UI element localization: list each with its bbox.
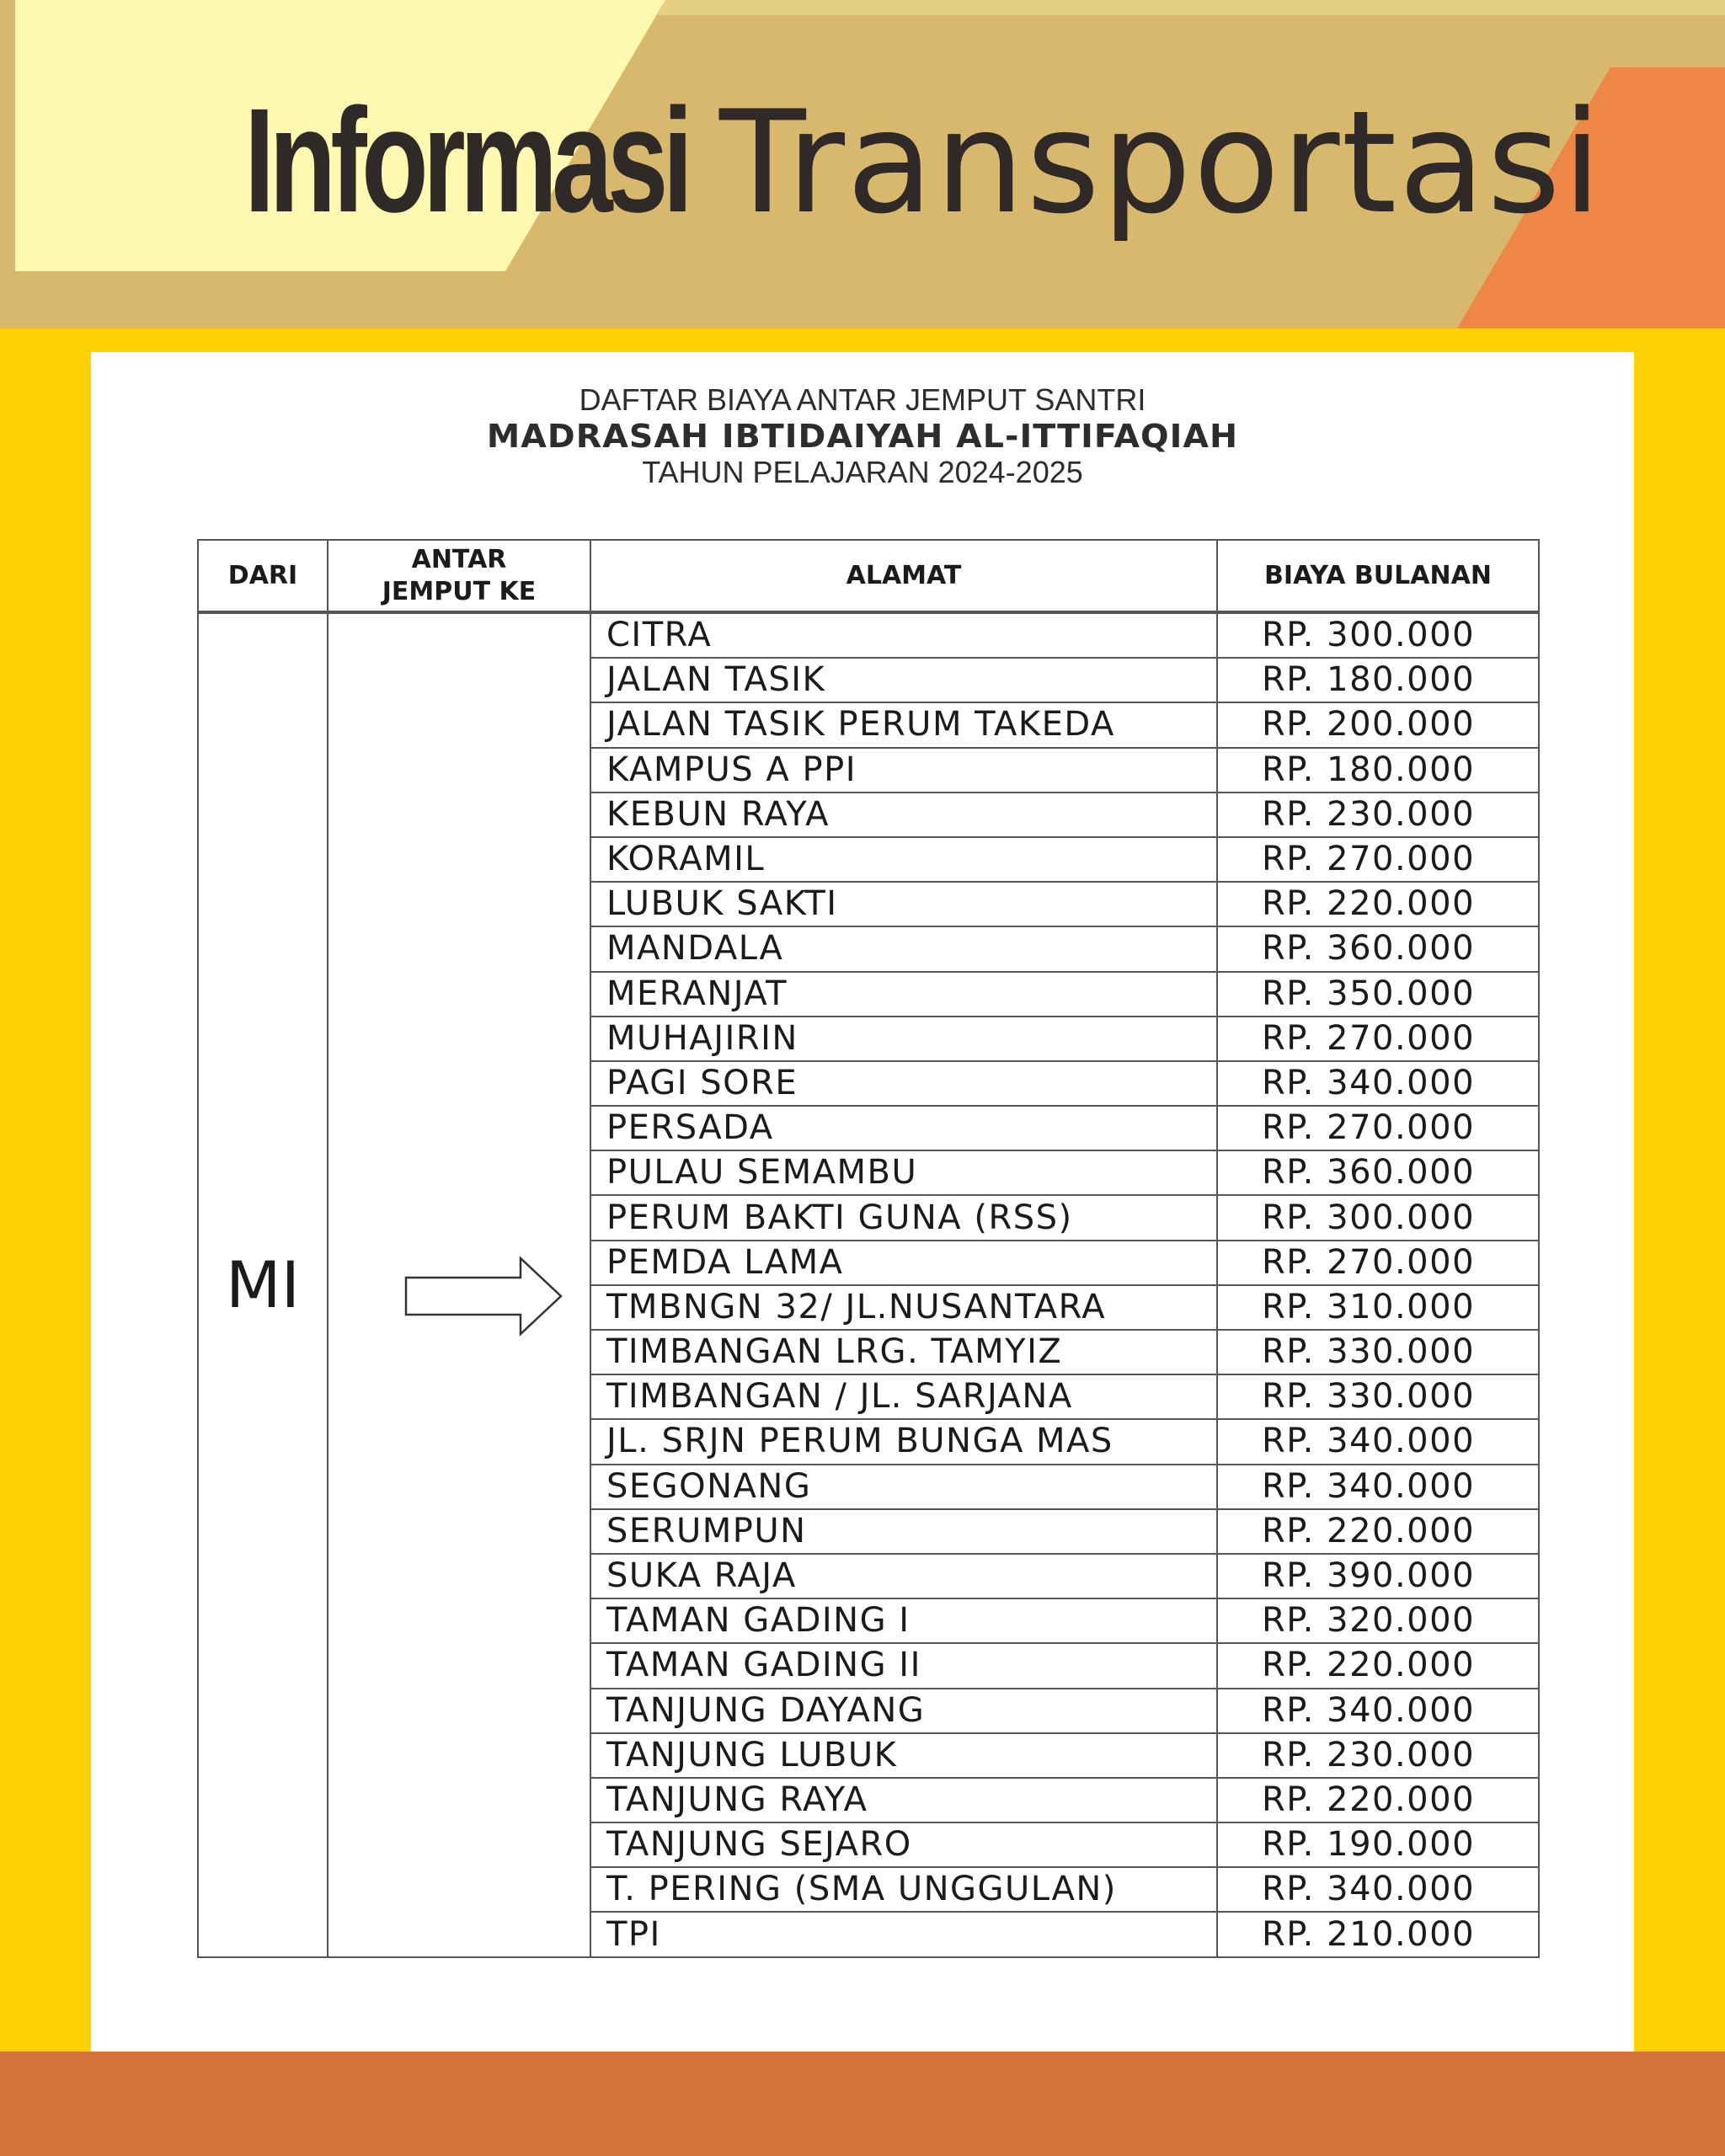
document-title: DAFTAR BIAYA ANTAR JEMPUT SANTRI xyxy=(579,382,1146,417)
address-cell: SEGONANG xyxy=(590,1465,1217,1509)
monthly-fee-cell: RP. 340.000 xyxy=(1217,1419,1539,1464)
monthly-fee-cell: RP. 270.000 xyxy=(1217,1241,1539,1285)
school-name: MADRASAH IBTIDAIYAH AL-ITTIFAQIAH xyxy=(486,418,1239,455)
monthly-fee-cell: RP. 320.000 xyxy=(1217,1598,1539,1643)
header-antar-jemput-label: ANTAR JEMPUT KE xyxy=(382,544,537,606)
header-antar-jemput xyxy=(328,540,590,612)
monthly-fee-cell: RP. 190.000 xyxy=(1217,1822,1539,1867)
monthly-fee-cell: RP. 340.000 xyxy=(1217,1867,1539,1912)
table-header-row xyxy=(198,540,1539,612)
address-cell: MANDALA xyxy=(590,926,1217,971)
monthly-fee-cell: RP. 300.000 xyxy=(1217,612,1539,658)
monthly-fee-cell: RP. 180.000 xyxy=(1217,748,1539,792)
address-cell: TPI xyxy=(590,1912,1217,1956)
monthly-fee-cell: RP. 230.000 xyxy=(1217,1733,1539,1778)
address-cell: TAMAN GADING II xyxy=(590,1643,1217,1688)
address-cell: MUHAJIRIN xyxy=(590,1017,1217,1061)
monthly-fee-cell: RP. 270.000 xyxy=(1217,1017,1539,1061)
address-cell: PULAU SEMAMBU xyxy=(590,1150,1217,1195)
monthly-fee-cell: RP. 360.000 xyxy=(1217,1150,1539,1195)
address-cell: JL. SRJN PERUM BUNGA MAS xyxy=(590,1419,1217,1464)
address-cell: TANJUNG RAYA xyxy=(590,1778,1217,1822)
address-cell: CITRA xyxy=(590,612,1217,658)
monthly-fee-cell: RP. 360.000 xyxy=(1217,926,1539,971)
address-cell: TIMBANGAN LRG. TAMYIZ xyxy=(590,1330,1217,1374)
address-cell: KORAMIL xyxy=(590,837,1217,882)
title-bold: Informasi xyxy=(244,78,688,243)
document-sheet xyxy=(91,352,1634,2052)
address-cell: KEBUN RAYA xyxy=(590,792,1217,837)
monthly-fee-cell: RP. 390.000 xyxy=(1217,1554,1539,1598)
document-header xyxy=(91,382,1634,490)
address-cell: TANJUNG DAYANG xyxy=(590,1689,1217,1733)
monthly-fee-cell: RP. 220.000 xyxy=(1217,1509,1539,1554)
address-cell: TMBNGN 32/ JL.NUSANTARA xyxy=(590,1285,1217,1330)
address-cell: JALAN TASIK PERUM TAKEDA xyxy=(590,702,1217,747)
monthly-fee-cell: RP. 340.000 xyxy=(1217,1061,1539,1106)
school-year: TAHUN PELAJARAN 2024-2025 xyxy=(642,455,1083,489)
address-cell: TANJUNG LUBUK xyxy=(590,1733,1217,1778)
header-banner xyxy=(0,0,1725,328)
page-title xyxy=(244,76,1604,245)
title-light: Transportasi xyxy=(719,80,1604,245)
header-biaya: BIAYA BULANAN xyxy=(1217,540,1539,612)
footer-band xyxy=(0,2052,1725,2156)
monthly-fee-cell: RP. 210.000 xyxy=(1217,1912,1539,1956)
header-alamat: ALAMAT xyxy=(590,540,1217,612)
monthly-fee-cell: RP. 340.000 xyxy=(1217,1465,1539,1509)
address-cell: SUKA RAJA xyxy=(590,1554,1217,1598)
address-cell: TIMBANGAN / JL. SARJANA xyxy=(590,1374,1217,1419)
monthly-fee-cell: RP. 350.000 xyxy=(1217,972,1539,1017)
address-cell: TAMAN GADING I xyxy=(590,1598,1217,1643)
address-cell: TANJUNG SEJARO xyxy=(590,1822,1217,1867)
address-cell: T. PERING (SMA UNGGULAN) xyxy=(590,1867,1217,1912)
address-cell: SERUMPUN xyxy=(590,1509,1217,1554)
monthly-fee-cell: RP. 220.000 xyxy=(1217,1643,1539,1688)
address-cell: PEMDA LAMA xyxy=(590,1241,1217,1285)
monthly-fee-cell: RP. 310.000 xyxy=(1217,1285,1539,1330)
monthly-fee-cell: RP. 300.000 xyxy=(1217,1195,1539,1240)
monthly-fee-cell: RP. 330.000 xyxy=(1217,1374,1539,1419)
address-cell: JALAN TASIK xyxy=(590,658,1217,702)
address-cell: PAGI SORE xyxy=(590,1061,1217,1106)
header-dari: DARI xyxy=(198,540,328,612)
monthly-fee-cell: RP. 270.000 xyxy=(1217,837,1539,882)
address-cell: MERANJAT xyxy=(590,972,1217,1017)
monthly-fee-cell: RP. 220.000 xyxy=(1217,1778,1539,1822)
monthly-fee-cell: RP. 340.000 xyxy=(1217,1689,1539,1733)
address-cell: KAMPUS A PPI xyxy=(590,748,1217,792)
monthly-fee-cell: RP. 180.000 xyxy=(1217,658,1539,702)
address-cell: PERSADA xyxy=(590,1106,1217,1150)
monthly-fee-cell: RP. 270.000 xyxy=(1217,1106,1539,1150)
banner-highlight xyxy=(657,0,1725,15)
origin-cell: MI xyxy=(198,612,328,1957)
table-body xyxy=(198,612,1539,1957)
address-cell: PERUM BAKTI GUNA (RSS) xyxy=(590,1195,1217,1240)
fee-table xyxy=(197,539,1540,1958)
right-arrow-icon xyxy=(403,1255,566,1348)
address-cell: LUBUK SAKTI xyxy=(590,882,1217,926)
destination-arrow-cell xyxy=(328,612,590,1957)
monthly-fee-cell: RP. 330.000 xyxy=(1217,1330,1539,1374)
monthly-fee-cell: RP. 220.000 xyxy=(1217,882,1539,926)
monthly-fee-cell: RP. 230.000 xyxy=(1217,792,1539,837)
monthly-fee-cell: RP. 200.000 xyxy=(1217,702,1539,747)
table-row xyxy=(198,612,1539,658)
